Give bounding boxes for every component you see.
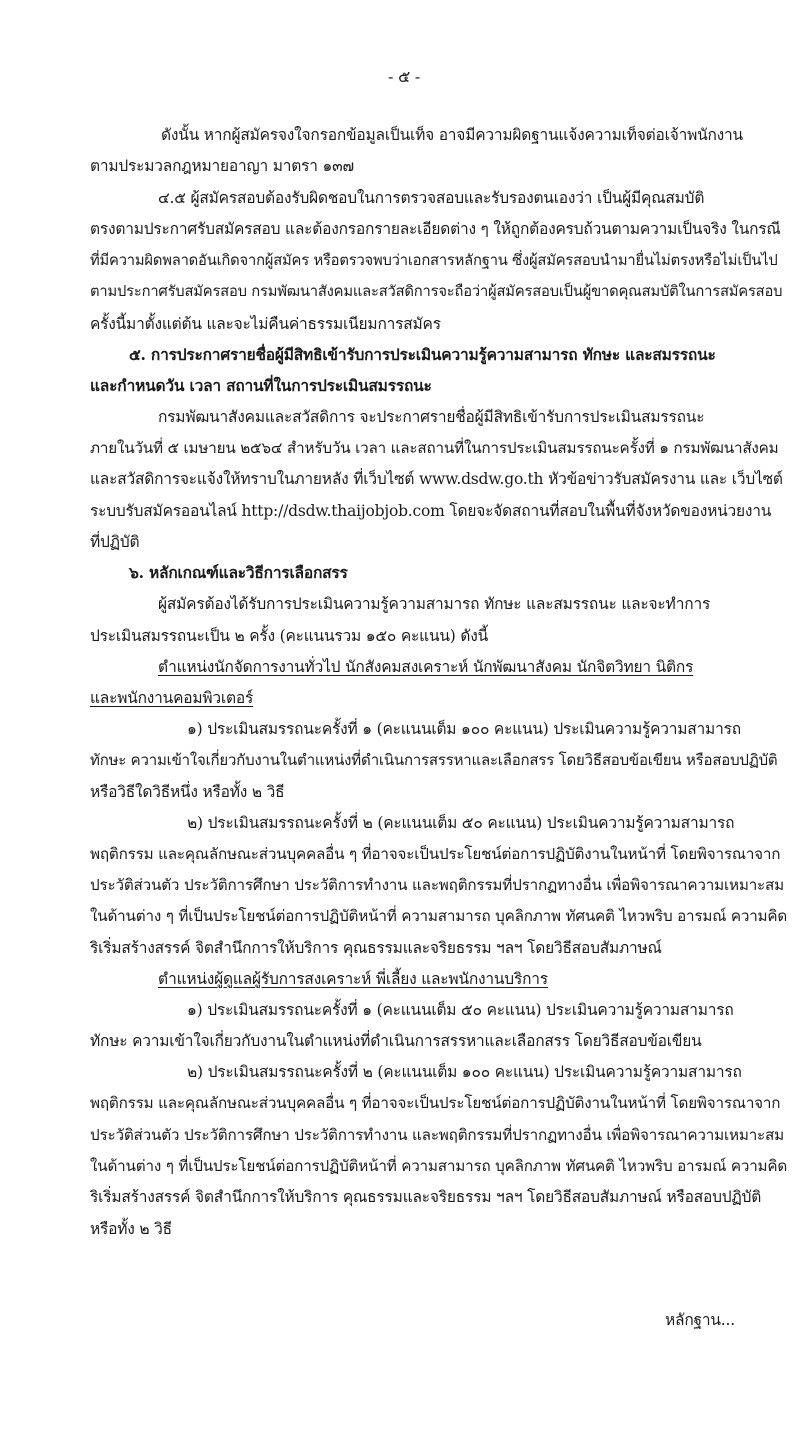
section-4-5-line-4: ตามประกาศรับสมัครสอบ กรมพัฒนาสังคมและสวัสดิการจะถือว่าผู้สมัครสอบเป็นผู้ขาดคุณสมบัติในการสมัครสอบ [90, 283, 783, 300]
group-a-round-1-line-2: ทักษะ ความเข้าใจเกี่ยวกับงานในตำแหน่งที่ดำเนินการสรรหาและเลือกสรร โดยวิธีสอบข้อเขียน หรือสอบปฏิบัติ [90, 751, 778, 769]
section-5-line-5: ที่ปฏิบัติ [90, 533, 140, 551]
group-a-round-2-line-1: ๒) ประเมินสมรรถนะครั้งที่ ๒ (คะแนนเต็ม ๕๐ คะแนน) ประเมินความรู้ความสามารถ [187, 814, 735, 832]
group-b-round-2-line-4: ในด้านต่าง ๆ ที่เป็นประโยชน์ต่อการปฏิบัติหน้าที่ ความสามารถ บุคลิกภาพ ทัศนคติ ไหวพริบ อารมณ์ ความคิด [90, 1157, 788, 1175]
section-6-line-2: ประเมินสมรรถนะเป็น ๒ ครั้ง (คะแนนรวม ๑๕๐ คะแนน) ดังนี้ [90, 627, 488, 645]
section-5-heading-line-1: ๕. การประกาศรายชื่อผู้มีสิทธิเข้ารับการประเมินความรู้ความสามารถ ทักษะ และสมรรถนะ [129, 345, 716, 364]
continuation-marker: หลักฐาน... [665, 1311, 735, 1329]
section-4-5-line-5: ครั้งนี้มาตั้งแต่ต้น และจะไม่คืนค่าธรรมเนียมการสมัคร [90, 315, 441, 333]
section-4-5-line-1: ๔.๕ ผู้สมัครสอบต้องรับผิดชอบในการตรวจสอบและรับรองตนเองว่า เป็นผู้มีคุณสมบัติ [158, 189, 705, 207]
section-5-line-3: และสวัสดิการจะแจ้งให้ทราบในภายหลัง ที่เว็บไซต์ www.dsdw.go.th หัวข้อข่าวรับสมัครงาน และ เว็บไซต์ [90, 470, 783, 488]
intro-line-2: ตามประมวลกฎหมายอาญา มาตรา ๑๓๗ [90, 157, 354, 175]
section-5-heading-line-2: และกำหนดวัน เวลา สถานที่ในการประเมินสมรรถนะ [90, 376, 432, 395]
section-4-5-line-3: ที่มีความผิดพลาดอันเกิดจากผู้สมัคร หรือตรวจพบว่าเอกสารหลักฐาน ซึ่งผู้สมัครสอบนำมายื่นไม่ตรงหรือไม่เป็นไป [90, 252, 778, 269]
group-a-round-1-line-1: ๑) ประเมินสมรรถนะครั้งที่ ๑ (คะแนนเต็ม ๑๐๐ คะแนน) ประเมินความรู้ความสามารถ [187, 720, 741, 738]
group-b-title: ตำแหน่งผู้ดูแลผู้รับการสงเคราะห์ พี่เลี้ยง และพนักงานบริการ [158, 970, 548, 988]
group-b-round-2-line-2: พฤติกรรม และคุณลักษณะส่วนบุคคลอื่น ๆ ที่อาจจะเป็นประโยชน์ต่อการปฏิบัติงานในหน้าที่ โดยพิจารณาจาก [90, 1094, 781, 1112]
section-6-line-1: ผู้สมัครต้องได้รับการประเมินความรู้ความสามารถ ทักษะ และสมรรถนะ และจะทำการ [158, 595, 711, 613]
section-5-line-2: ภายในวันที่ ๕ เมษายน ๒๕๖๔ สำหรับวัน เวลา และสถานที่ในการประเมินสมรรถนะครั้งที่ ๑ กรมพัฒนาสังคม [90, 439, 779, 457]
page-number: - ๕ - [388, 67, 421, 86]
group-b-round-2-line-1: ๒) ประเมินสมรรถนะครั้งที่ ๒ (คะแนนเต็ม ๑๐๐ คะแนน) ประเมินความรู้ความสามารถ [187, 1063, 742, 1081]
group-a-title-line-1: ตำแหน่งนักจัดการงานทั่วไป นักสังคมสงเคราะห์ นักพัฒนาสังคม นักจิตวิทยา นิติกร [158, 658, 694, 676]
group-b-round-1-line-1: ๑) ประเมินสมรรถนะครั้งที่ ๑ (คะแนนเต็ม ๕๐ คะแนน) ประเมินความรู้ความสามารถ [187, 1001, 734, 1019]
group-a-round-2-line-3: ประวัติส่วนตัว ประวัติการศึกษา ประวัติการทำงาน และพฤติกรรมที่ปรากฏทางอื่น เพื่อพิจารณาความเหมาะสม [90, 876, 785, 894]
intro-line-1: ดังนั้น หากผู้สมัครจงใจกรอกข้อมูลเป็นเท็จ อาจมีความผิดฐานแจ้งความเท็จต่อเจ้าพนักงาน [161, 126, 743, 144]
group-b-round-1-line-2: ทักษะ ความเข้าใจเกี่ยวกับงานในตำแหน่งที่ดำเนินการสรรหาและเลือกสรร โดยวิธีสอบข้อเขียน [90, 1032, 702, 1050]
group-b-round-2-line-6: หรือทั้ง ๒ วิธี [90, 1220, 172, 1238]
group-b-round-2-line-5: ริเริ่มสร้างสรรค์ จิตสำนึกการให้บริการ คุณธรรมและจริยธรรม ฯลฯ โดยวิธีสอบสัมภาษณ์ หรือสอบปฏิบัติ [90, 1188, 762, 1206]
section-5-line-4: ระบบรับสมัครออนไลน์ http://dsdw.thaijobjob.com โดยจะจัดสถานที่สอบในพื้นที่จังหวัดของหน่วยงาน [90, 502, 772, 520]
group-a-round-1-line-3: หรือวิธีใดวิธีหนึ่ง หรือทั้ง ๒ วิธี [90, 783, 285, 801]
group-a-round-2-line-5: ริเริ่มสร้างสรรค์ จิตสำนึกการให้บริการ คุณธรรมและจริยธรรม ฯลฯ โดยวิธีสอบสัมภาษณ์ [90, 939, 662, 957]
group-b-round-2-line-3: ประวัติส่วนตัว ประวัติการศึกษา ประวัติการทำงาน และพฤติกรรมที่ปรากฏทางอื่น เพื่อพิจารณาความเหมาะสม [90, 1126, 785, 1144]
section-6-heading: ๖. หลักเกณฑ์และวิธีการเลือกสรร [129, 563, 348, 582]
group-a-round-2-line-4: ในด้านต่าง ๆ ที่เป็นประโยชน์ต่อการปฏิบัติหน้าที่ ความสามารถ บุคลิกภาพ ทัศนคติ ไหวพริบ อารมณ์ ความคิด [90, 907, 788, 925]
section-4-5-line-2: ตรงตามประกาศรับสมัครสอบ และต้องกรอกรายละเอียดต่าง ๆ ให้ถูกต้องครบถ้วนตามความเป็นจริง ในกรณี [90, 220, 781, 238]
section-5-line-1: กรมพัฒนาสังคมและสวัสดิการ จะประกาศรายชื่อผู้มีสิทธิเข้ารับการประเมินสมรรถนะ [158, 408, 705, 426]
group-a-title-line-2: และพนักงานคอมพิวเตอร์ [90, 689, 254, 707]
group-a-round-2-line-2: พฤติกรรม และคุณลักษณะส่วนบุคคลอื่น ๆ ที่อาจจะเป็นประโยชน์ต่อการปฏิบัติงานในหน้าที่ โดยพิจารณาจาก [90, 845, 781, 863]
